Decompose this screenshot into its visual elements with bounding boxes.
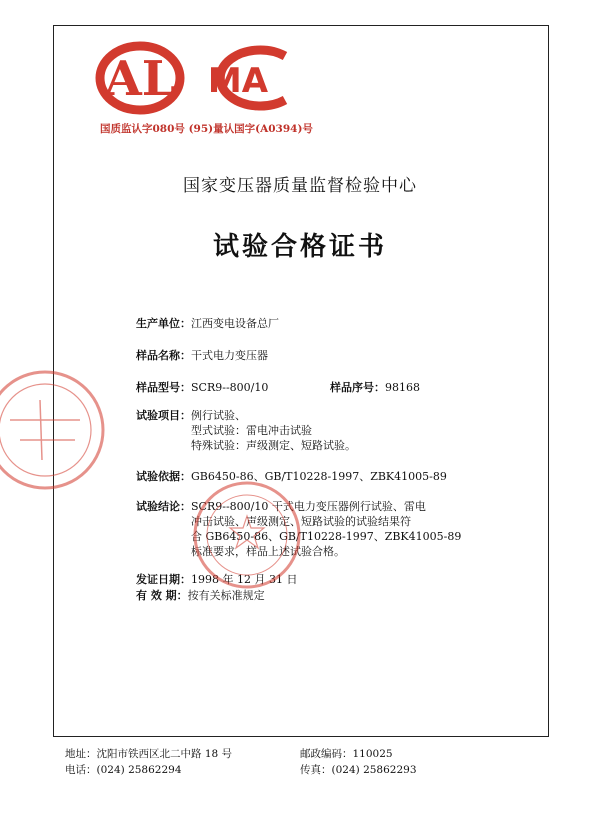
validity-label: 有 效 期： <box>136 589 188 602</box>
sample-name-value: 干式电力变压器 <box>191 349 268 362</box>
address-line <box>65 746 232 761</box>
test-basis-value: GB6450-86、GB/T10228-1997、ZBK41005-89 <box>191 470 447 483</box>
sample-name-row <box>136 347 268 363</box>
test-item: 例行试验、 <box>191 409 246 422</box>
postcode-value: 110025 <box>352 748 393 760</box>
manufacturer-label: 生产单位： <box>136 317 191 330</box>
test-basis-label: 试验依据： <box>136 470 191 483</box>
svg-text:AL: AL <box>104 51 176 107</box>
phone-label: 电话： <box>65 764 97 776</box>
fax-label: 传真： <box>300 764 332 776</box>
conclusion-line: 合 GB6450-86、GB/T10228-1997、ZBK41005-89 <box>191 530 462 543</box>
red-seal-center <box>190 478 305 593</box>
address-value: 沈阳市铁西区北二中路 18 号 <box>96 748 233 760</box>
issue-date-value: 1998 年 12 月 31 日 <box>191 573 298 586</box>
test-items-label: 试验项目： <box>136 409 191 422</box>
red-seal-left <box>0 365 110 495</box>
address-label: 地址： <box>65 748 97 760</box>
test-item: 特殊试验：声级测定、短路试验。 <box>191 439 356 452</box>
sample-name-label: 样品名称： <box>136 349 191 362</box>
sample-serial-row <box>330 379 420 395</box>
postcode-line <box>300 746 393 761</box>
validity-value: 按有关标准规定 <box>187 589 265 602</box>
fax-value: (024) 25862293 <box>331 764 417 776</box>
fax-line <box>300 762 417 777</box>
manufacturer-row <box>136 315 279 331</box>
sample-model-value: SCR9--800/10 <box>191 381 269 394</box>
sample-model-label: 样品型号： <box>136 381 191 394</box>
postcode-label: 邮政编码： <box>300 748 353 760</box>
sample-serial-label: 样品序号： <box>330 381 385 394</box>
conclusion-line: SCR9--800/10 干式电力变压器例行试验、雷电 <box>191 500 426 513</box>
sample-serial-value: 98168 <box>385 381 420 394</box>
organization-title: 国家变压器质量监督检验中心 <box>183 176 417 196</box>
conclusion-label: 试验结论： <box>136 500 191 513</box>
conclusion-line: 冲击试验、声级测定、短路试验的试验结果符 <box>191 515 411 528</box>
svg-text:MA: MA <box>207 61 269 101</box>
test-item: 型式试验：雷电冲击试验 <box>191 424 312 437</box>
sample-model-row <box>136 379 268 395</box>
certificate-title: 试验合格证书 <box>212 232 387 262</box>
manufacturer-value: 江西变电设备总厂 <box>191 317 279 330</box>
test-items-row <box>136 407 246 423</box>
phone-line <box>65 762 182 777</box>
issue-date-label: 发证日期： <box>136 573 191 586</box>
logo-caption: 国质监认字080号 (95)量认国字(A0394)号 <box>100 123 313 135</box>
phone-value: (024) 25862294 <box>96 764 182 776</box>
conclusion-line: 标准要求，样品上述试验合格。 <box>191 545 345 558</box>
